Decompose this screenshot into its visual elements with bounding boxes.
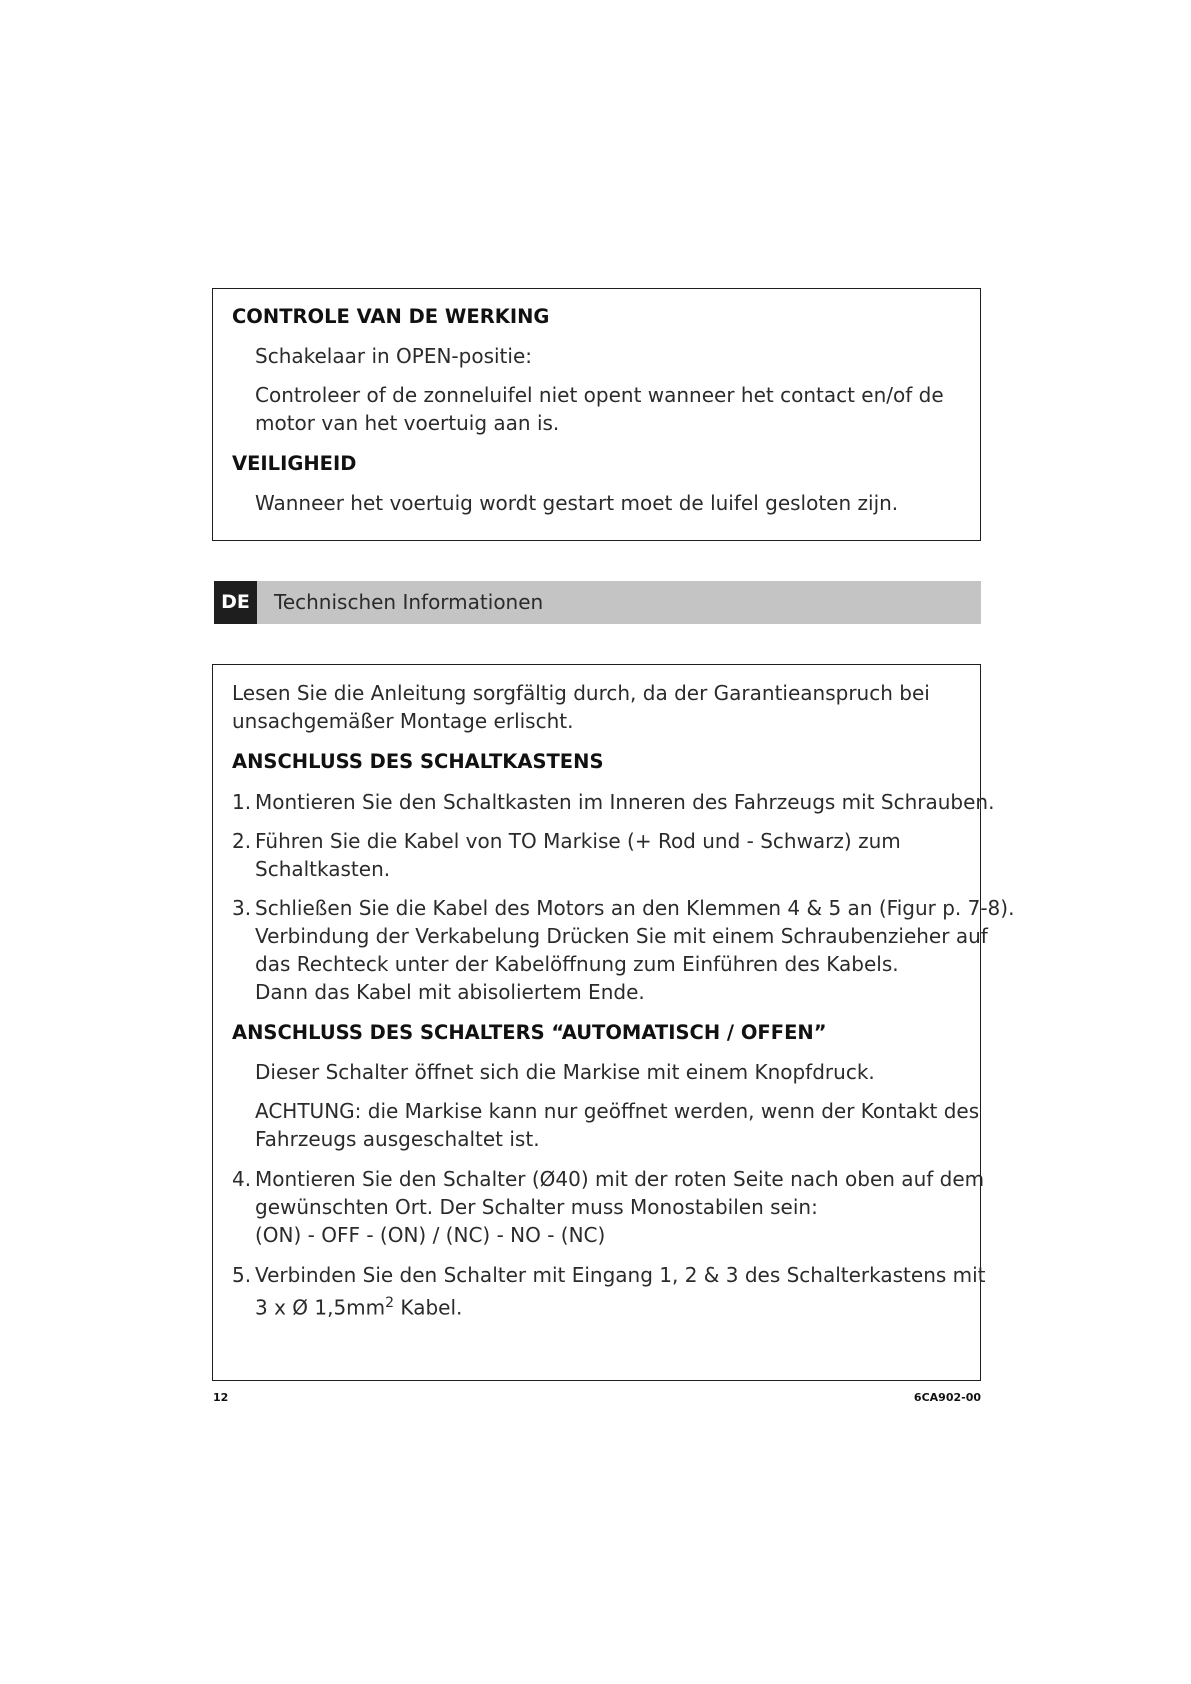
step3-text: Schließen Sie die Kabel des Motors an den Klemmen 4 & 5 an (Figur p. 7-8). xyxy=(255,896,1015,920)
cable-spec-suffix: Kabel. xyxy=(394,1295,463,1320)
de-intro-line1: Lesen Sie die Anleitung sorgfältig durch, da der Garantieanspruch bei xyxy=(232,681,930,705)
step4-text-line2: gewünschten Ort. Der Schalter muss Monostabilen sein: xyxy=(255,1195,818,1219)
de-warning-line1: ACHTUNG: die Markise kann nur geöffnet werden, wenn der Kontakt des xyxy=(255,1099,980,1123)
list-item-step3 xyxy=(232,894,1014,922)
step4-text: Montieren Sie den Schalter (Ø40) mit der roten Seite nach oben auf dem xyxy=(255,1167,985,1191)
nl-check-text-line1: Controleer of de zonneluifel niet opent wanneer het contact en/of de xyxy=(255,383,944,407)
de-warning-line2: Fahrzeugs ausgeschaltet ist. xyxy=(255,1127,540,1151)
de-intro-line2: unsachgemäßer Montage erlischt. xyxy=(232,709,574,733)
list-number: 2. xyxy=(232,829,252,853)
cable-spec-text: 3 x Ø 1,5mm xyxy=(255,1295,386,1320)
de-switch-opens-text: Dieser Schalter öffnet sich die Markise mit einem Knopfdruck. xyxy=(255,1060,875,1084)
step1-text: Montieren Sie den Schaltkasten im Inneren des Fahrzeugs mit Schrauben. xyxy=(255,790,995,814)
list-number: 4. xyxy=(232,1167,252,1191)
list-number: 5. xyxy=(232,1263,252,1287)
document-code: 6CA902-00 xyxy=(913,1391,981,1404)
superscript-two: 2 xyxy=(385,1295,395,1311)
heading-schalter: ANSCHLUSS DES SCHALTERS “AUTOMATISCH / OFFEN” xyxy=(232,1021,827,1044)
list-number: 1. xyxy=(232,790,252,814)
section-title: Technischen Informationen xyxy=(274,590,544,614)
nl-check-text-line2: motor van het voertuig aan is. xyxy=(255,411,560,435)
list-item-step2 xyxy=(232,827,901,855)
step3-text-line3: das Rechteck unter der Kabelöffnung zum Einführen des Kabels. xyxy=(255,952,899,976)
list-item-step1 xyxy=(232,788,994,816)
step2-text-line2: Schaltkasten. xyxy=(255,857,391,881)
step2-text: Führen Sie die Kabel von TO Markise (+ Rod und - Schwarz) zum xyxy=(255,829,901,853)
list-number: 3. xyxy=(232,896,252,920)
language-badge: DE xyxy=(214,581,257,624)
heading-schaltkasten: ANSCHLUSS DES SCHALTKASTENS xyxy=(232,750,604,773)
step4-text-line3: (ON) - OFF - (ON) / (NC) - NO - (NC) xyxy=(255,1223,606,1247)
step3-text-line2: Verbindung der Verkabelung Drücken Sie mit einem Schraubenzieher auf xyxy=(255,924,988,948)
list-item-step5 xyxy=(232,1261,986,1289)
step5-text: Verbinden Sie den Schalter mit Eingang 1, 2 & 3 des Schalterkastens mit xyxy=(255,1263,986,1287)
list-item-step4 xyxy=(232,1165,984,1193)
page-number: 12 xyxy=(213,1391,229,1404)
nl-switch-position-text: Schakelaar in OPEN-positie: xyxy=(255,344,533,368)
section-banner-de xyxy=(214,581,981,624)
step3-text-line4: Dann das Kabel mit abisoliertem Ende. xyxy=(255,980,645,1004)
step5-text-line2 xyxy=(255,1289,462,1322)
heading-controle: CONTROLE VAN DE WERKING xyxy=(232,305,550,328)
nl-safety-text: Wanneer het voertuig wordt gestart moet de luifel gesloten zijn. xyxy=(255,491,899,515)
heading-veiligheid: VEILIGHEID xyxy=(232,452,357,475)
